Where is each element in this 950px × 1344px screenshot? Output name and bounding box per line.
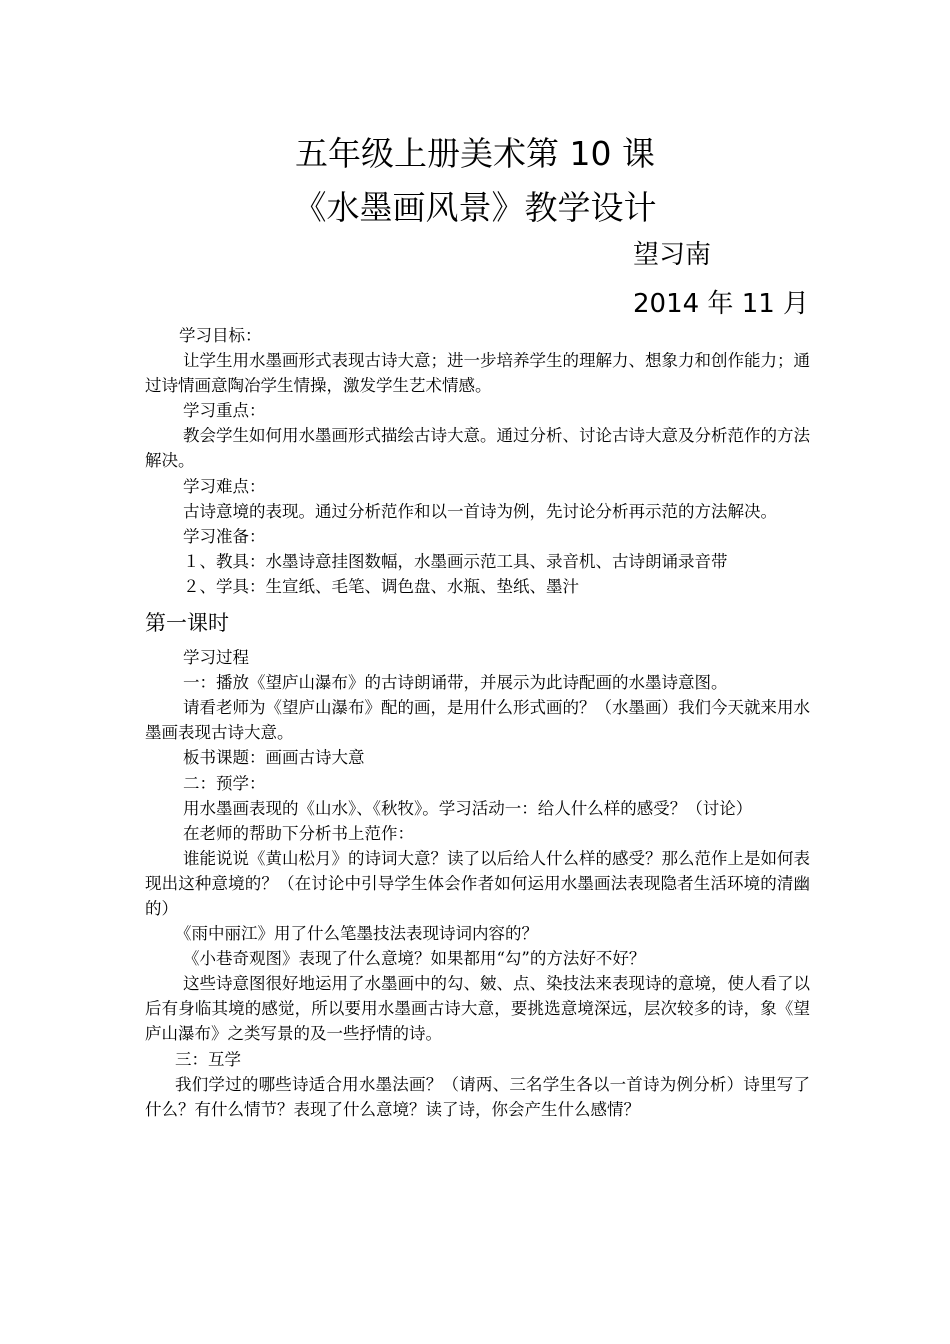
difficulty-text: 古诗意境的表现。通过分析范作和以一首诗为例，先讨论分析再示范的方法解决。: [183, 501, 777, 521]
document-body: [145, 323, 810, 1122]
lesson-heading: 第一课时: [145, 611, 229, 636]
key-text: 教会学生如何用水墨画形式描绘古诗大意。通过分析、讨论古诗大意及分析范作的方法解决。: [145, 426, 810, 471]
prep-item-2: ２、学具：生宣纸、毛笔、调色盘、水瓶、垫纸、墨汁: [183, 576, 579, 596]
process-heading: 学习过程: [183, 648, 249, 668]
summary-text: 这些诗意图很好地运用了水墨画中的勾、皴、点、染技法来表现诗的意境，使人看了以后有身临其境的感觉，所以要用水墨画古诗大意，要挑选意境深远，层次较多的诗，象《望庐山瀑布》之类写景的及一些抒情的诗。: [145, 974, 810, 1044]
question-1: 谁能说说《黄山松月》的诗词大意？读了以后给人什么样的感受？那么范作上是如何表现出这种意境的？（在讨论中引导学生体会作者如何运用水墨画法表现隐者生活环境的清幽的）: [145, 848, 810, 918]
author-name: 望习南: [633, 240, 712, 270]
step3-text: 我们学过的哪些诗适合用水墨法画？（请两、三名学生各以一首诗为例分析）诗里写了什么？有什么情节？表现了什么意境？读了诗，你会产生什么感情？: [145, 1074, 810, 1119]
document-title-line1: 五年级上册美术第 10 课: [295, 134, 655, 173]
step3-heading: 三：互学: [175, 1049, 241, 1069]
step1-question: 请看老师为《望庐山瀑布》配的画，是用什么形式画的？（水墨画）我们今天就来用水墨画表现古诗大意。: [145, 698, 810, 743]
step2-heading: 二：预学：: [183, 773, 266, 793]
prep-item-1: １、教具：水墨诗意挂图数幅，水墨画示范工具、录音机、古诗朗诵录音带: [183, 551, 728, 571]
step1-text: 一：播放《望庐山瀑布》的古诗朗诵带，并展示为此诗配画的水墨诗意图。: [183, 673, 728, 693]
document-date: 2014 年 11 月: [633, 289, 810, 319]
difficulty-heading: 学习难点：: [183, 476, 266, 496]
document-title-line2: 《水墨画风景》教学设计: [293, 188, 657, 227]
step2-guide: 在老师的帮助下分析书上范作：: [183, 823, 414, 843]
prep-heading: 学习准备：: [183, 526, 266, 546]
question-2: 《雨中丽江》用了什么笔墨技法表现诗词内容的？: [175, 924, 538, 944]
question-3: 《小巷奇观图》表现了什么意境？如果都用“勾”的方法好不好？: [183, 949, 646, 969]
board-title: 板书课题：画画古诗大意: [183, 748, 365, 768]
key-heading: 学习重点：: [183, 401, 266, 421]
step2-text: 用水墨画表现的《山水》、《秋牧》。学习活动一：给人什么样的感受？（讨论）: [183, 798, 753, 818]
goal-heading: 学习目标：: [179, 326, 262, 345]
goal-text: 让学生用水墨画形式表现古诗大意；进一步培养学生的理解力、想象力和创作能力；通过诗情画意陶冶学生情操，激发学生艺术情感。: [145, 351, 810, 396]
